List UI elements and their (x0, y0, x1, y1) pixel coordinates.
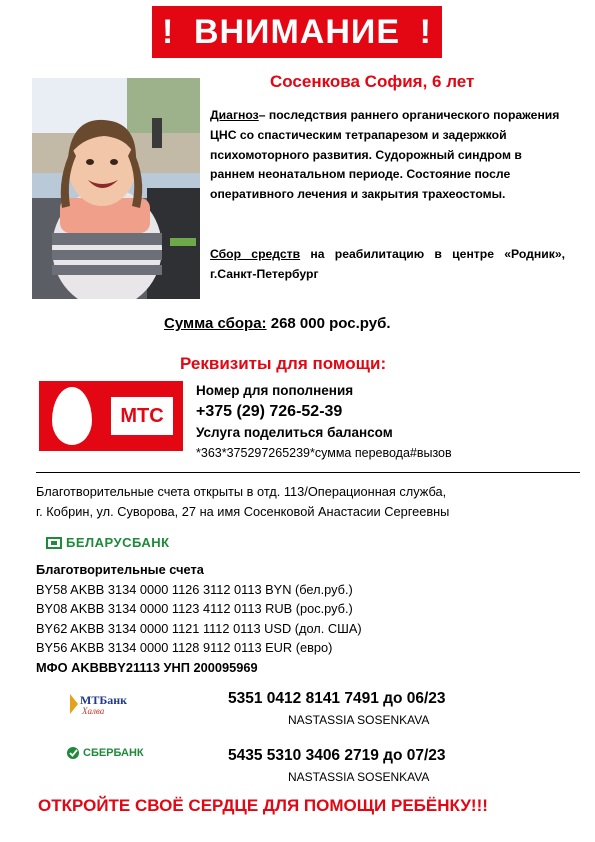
mts-egg-icon (52, 387, 92, 445)
belarusbank-accounts (36, 560, 362, 678)
mts-topup-label: Номер для пополнения (196, 383, 354, 398)
banner-exclamation-left: ! (162, 12, 175, 51)
accounts-heading: Благотворительные счета (36, 562, 204, 577)
mtbank-card-number: 5351 0412 8141 7491 до 06/23 (228, 690, 446, 707)
mtbank-logo-sub: Халва (82, 706, 105, 716)
collection-paragraph (210, 244, 565, 284)
attention-banner (152, 6, 442, 58)
diagnosis-label: Диагноз (210, 108, 259, 122)
account-line: BY62 AKBB 3134 0000 1121 1112 0113 USD (дол. США) (36, 620, 362, 636)
account-line: BY58 AKBB 3134 0000 1126 3112 0113 BYN (бел.руб.) (36, 581, 353, 597)
mfo-line: МФО AKBBBY21113 УНП 200095969 (36, 659, 258, 675)
account-line: BY08 AKBB 3134 0000 1123 4112 0113 RUB (рос.руб.) (36, 601, 353, 617)
mtbank-card (228, 688, 446, 730)
belarusbank-logo (46, 535, 170, 550)
sum-line (164, 315, 391, 332)
mtbank-logo-image (66, 690, 150, 716)
collection-text: на реабилитацию в центре «Родник», г.Санкт-Петербург (210, 247, 565, 281)
mts-logo-text: МТС (111, 397, 173, 435)
diagnosis-text: – последствия раннего органического поражения ЦНС со спастическим тетрапарезом и задержкой психомоторного развития. Судорожный синдром в раннем неонатальном периоде. Состояние после оперативного лечения и закрытия трахеостомы. (210, 108, 560, 202)
mts-details (196, 381, 452, 463)
accounts-intro-line: г. Кобрин, ул. Суворова, 27 на имя Сосенковой Анастасии Сергеевны (36, 504, 450, 519)
sum-label: Сумма сбора: (164, 315, 267, 332)
sberbank-icon (66, 746, 80, 760)
mtbank-card-holder: NASTASSIA SOSENKAVA (288, 713, 430, 727)
collection-label: Сбор средств (210, 247, 301, 261)
account-line: BY56 AKBB 3134 0000 1128 9112 0113 EUR (евро) (36, 640, 333, 656)
sberbank-card (228, 745, 446, 787)
banner-exclamation-right: ! (419, 12, 432, 51)
sberbank-card-holder: NASTASSIA SOSENKAVA (288, 770, 430, 784)
sum-value: 268 000 рос.руб. (266, 315, 391, 332)
mts-logo (39, 381, 183, 451)
sberbank-logo (66, 746, 144, 760)
mts-ussd: *363*375297265239*сумма перевода#вызов (196, 446, 452, 460)
belarusbank-logo-text: БЕЛАРУСБАНК (66, 535, 170, 550)
mts-phone: +375 (29) 726-52-39 (196, 403, 343, 420)
banner-title: ВНИМАНИЕ (193, 12, 401, 51)
requisites-title: Реквизиты для помощи: (180, 354, 387, 373)
accounts-intro-line: Благотворительные счета открыты в отд. 113/Операционная служба, (36, 484, 447, 499)
sberbank-card-number: 5435 5310 3406 2719 до 07/23 (228, 747, 446, 764)
child-photo (32, 78, 200, 299)
belarusbank-icon (46, 536, 62, 550)
mts-share-label: Услуга поделиться балансом (196, 425, 393, 440)
sberbank-logo-text: СБЕРБАНК (83, 747, 144, 759)
divider (36, 472, 580, 473)
diagnosis-paragraph (210, 106, 565, 205)
child-name: Сосенкова София, 6 лет (270, 72, 475, 91)
accounts-intro (36, 482, 449, 522)
child-photo-image (32, 78, 200, 299)
mtbank-logo-text: МТБанк (80, 693, 128, 707)
mtbank-logo (66, 690, 150, 716)
footer-appeal: ОТКРОЙТЕ СВОЁ СЕРДЦЕ ДЛЯ ПОМОЩИ РЕБЁНКУ!!! (38, 796, 488, 815)
